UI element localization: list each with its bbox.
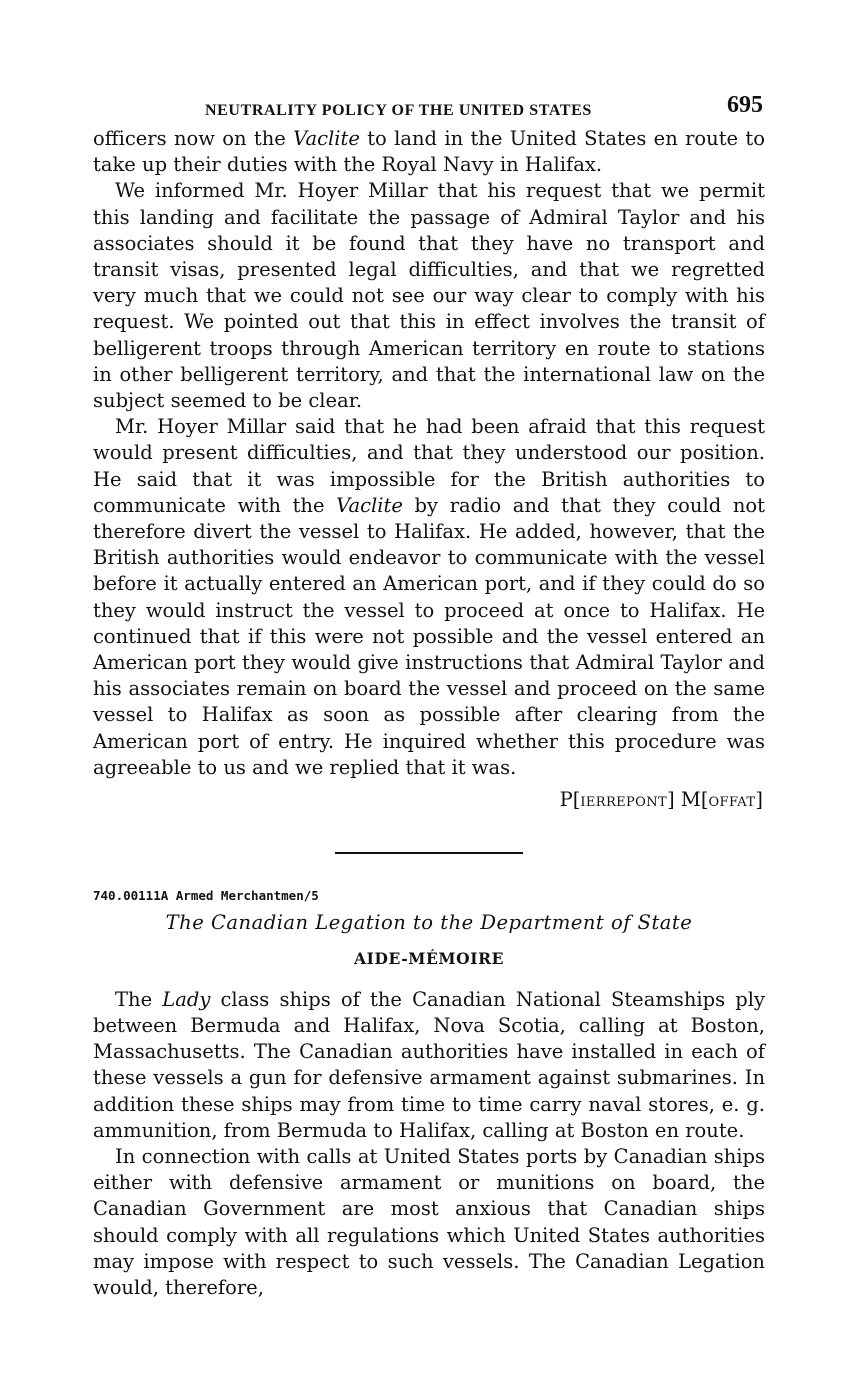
memo-paragraph-1: The Lady class ships of the Canadian National Steamships ply between Bermuda and Halifax, Nova Scotia, calling at Boston, Massachusetts. The Canadian authorities have installed in each of these vessels a gun for defensive armament against submarines. In addition these ships may from time to time carry naval stores, e. g. ammunition, from Bermuda to Halifax, calling at Boston en route.	[93, 987, 765, 1142]
file-reference: 740.00111A Armed Merchantmen/5	[93, 888, 319, 904]
ship-name: Vaclite	[293, 127, 360, 150]
paragraph-1: officers now on the Vaclite to land in the United States en route to take up their duties with the Royal Navy in Halifax.	[93, 127, 766, 177]
running-title: NEUTRALITY POLICY OF THE UNITED STATES	[205, 102, 592, 119]
document-subtitle: AIDE-MÉMOIRE	[353, 949, 505, 969]
ship-class-name: Lady	[162, 987, 211, 1011]
signature: P[IERREPONT] M[OFFAT]	[559, 788, 763, 812]
paragraph-3: Mr. Hoyer Millar said that he had been afraid that this request would present difficulties, and that they understood our position. He said that it was impossible for the British authorities to communicate with the Vaclite by radio and that they could not therefore divert the vessel to Halifax. He added, however, that the British authorities would endeavor to communicate with the vessel before it actually entered an American port, and if they could do so they would instruct the vessel to proceed at once to Halifax. He continued that if this were not possible and the vessel entered an American port they would give instructions that Admiral Taylor and his associates remain on board the vessel and proceed on the same vessel to Halifax as soon as possible after clearing from the American port of entry. He inquired whether this procedure was agreeable to us and we replied that it was.	[93, 415, 765, 779]
paragraph-2: We informed Mr. Hoyer Millar that his request that we permit this landing and facilitate the passage of Admiral Taylor and his associates should it be found that they have no transport and transit visas, presented legal difficulties, and that we regretted very much that we could not see our way clear to comply with his request. We pointed out that this in effect involves the transit of belligerent troops through American territory en route to stations in other belligerent territory, and that the international law on the subject seemed to be clear.	[93, 179, 765, 413]
ship-name: Vaclite	[336, 493, 403, 517]
section-divider	[335, 852, 523, 854]
memo-paragraph-2: In connection with calls at United States ports by Canadian ships either with defensive armament or munitions on board, the Canadian Government are most anxious that Canadian ships should comply with all regulations which United States authorities may impose with respect to such vessels. The Canadian Legation would, therefore,	[93, 1144, 765, 1299]
running-head	[93, 92, 765, 126]
document-title: The Canadian Legation to the Department of State	[165, 911, 693, 935]
document-page	[93, 92, 765, 1301]
page-number: 695	[727, 92, 763, 118]
